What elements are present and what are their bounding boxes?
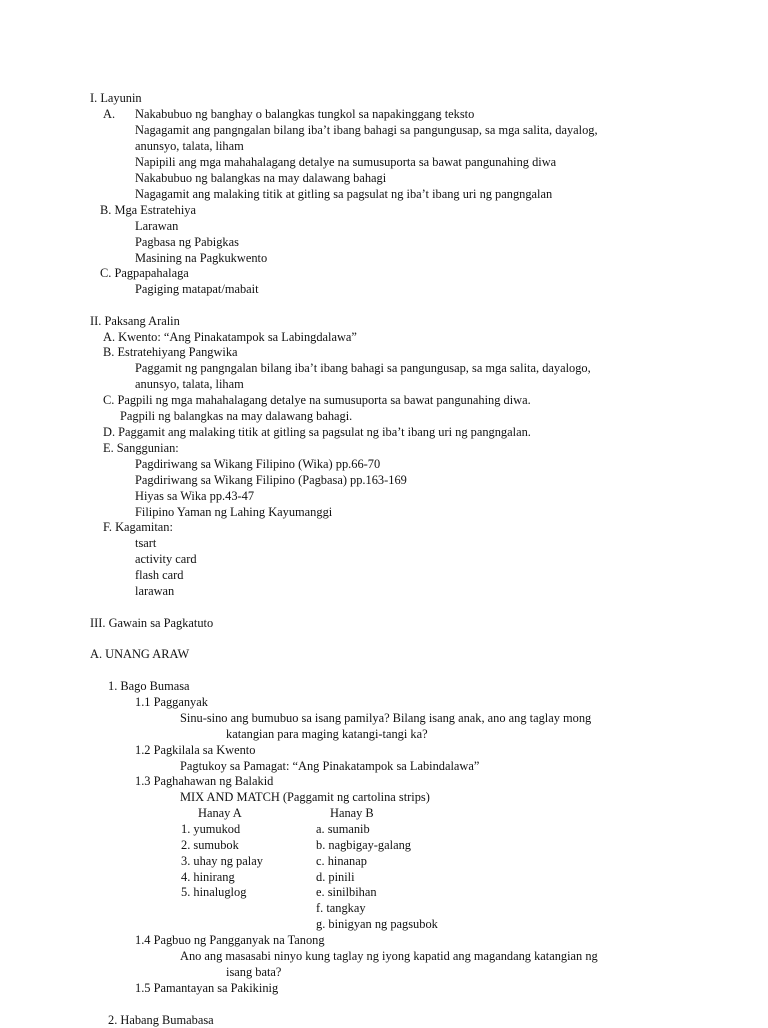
column-a-item: 1. yumukod (181, 822, 241, 836)
material-item: tsart (135, 536, 157, 550)
column-a-item: 3. uhay ng palay (181, 854, 263, 868)
column-a-item: 4. hinirang (181, 870, 235, 884)
column-b-header: Hanay B (330, 806, 374, 820)
language-strategy-item: anunsyo, talata, liham (135, 377, 244, 391)
step-1-3-heading: 1.3 Paghahawan ng Balakid (135, 774, 274, 788)
motive-question-text-cont: isang bata? (226, 965, 282, 979)
column-b-item: e. sinilbihan (316, 885, 377, 899)
title-identification-text: Pagtukoy sa Pamagat: “Ang Pinakatampok sa Labindalawa” (180, 759, 480, 773)
column-a-item: 2. sumubok (181, 838, 239, 852)
objective-item: Nakabubuo ng balangkas na may dalawang bahagi (135, 171, 387, 185)
column-b-item: a. sumanib (316, 822, 370, 836)
column-b-item: g. binigyan ng pagsubok (316, 917, 438, 931)
strategy-item: Larawan (135, 219, 179, 233)
motivation-text: Sinu-sino ang bumubuo sa isang pamilya? Bilang isang anak, ano ang taglay mong (180, 711, 592, 725)
value-item: Pagiging matapat/mabait (135, 282, 259, 296)
values-heading: C. Pagpapahalaga (100, 266, 189, 280)
step-1-4-heading: 1.4 Pagbuo ng Pangganyak na Tanong (135, 933, 325, 947)
material-item: larawan (135, 584, 175, 598)
language-strategy-heading: B. Estratehiyang Pangwika (103, 345, 238, 359)
section-3-heading: III. Gawain sa Pagkatuto (90, 616, 214, 630)
reference-item: Hiyas sa Wika pp.43-47 (135, 489, 255, 503)
strategy-item: Masining na Pagkukwento (135, 251, 268, 265)
step-1-1-heading: 1.1 Pagganyak (135, 695, 208, 709)
section-2-heading: II. Paksang Aralin (90, 314, 180, 328)
topic-c-line: C. Pagpili ng mga mahahalagang detalye na sumusuporta sa bawat pangunahing diwa. (103, 393, 531, 407)
step-1-heading: 1. Bago Bumasa (108, 679, 190, 693)
references-heading: E. Sanggunian: (103, 441, 179, 455)
material-item: flash card (135, 568, 184, 582)
objective-item: anunsyo, talata, liham (135, 139, 244, 153)
column-b-item: c. hinanap (316, 854, 367, 868)
column-a-item: 5. hinaluglog (181, 885, 247, 899)
column-a-header: Hanay A (198, 806, 242, 820)
objective-item: Nagagamit ang pangngalan bilang iba’t ibang bahagi sa pangungusap, sa mga salita, dayalog, (135, 123, 598, 137)
step-1-5-heading: 1.5 Pamantayan sa Pakikinig (135, 981, 279, 995)
strategy-item: Pagbasa ng Pabigkas (135, 235, 239, 249)
material-item: activity card (135, 552, 197, 566)
day-heading: A. UNANG ARAW (90, 647, 190, 661)
step-2-heading: 2. Habang Bumabasa (108, 1013, 214, 1027)
objective-item: Nagagamit ang malaking titik at gitling sa pagsulat ng iba’t ibang uri ng pangngalan (135, 187, 553, 201)
motive-question-text: Ano ang masasabi ninyo kung taglay ng iyong kapatid ang magandang katangian ng (180, 949, 598, 963)
column-b-item: f. tangkay (316, 901, 366, 915)
reference-item: Pagdiriwang sa Wikang Filipino (Pagbasa) pp.163-169 (135, 473, 407, 487)
reference-item: Filipino Yaman ng Lahing Kayumanggi (135, 505, 333, 519)
objective-item: Nakabubuo ng banghay o balangkas tungkol sa napakinggang teksto (135, 107, 475, 121)
topic-c-sub-line: Pagpili ng balangkas na may dalawang bahagi. (120, 409, 353, 423)
story-title-line: A. Kwento: “Ang Pinakatampok sa Labingdalawa” (103, 330, 357, 344)
language-strategy-item: Paggamit ng pangngalan bilang iba’t ibang bahagi sa pangungusap, sa mga salita, dayalogo, (135, 361, 591, 375)
section-1-heading: I. Layunin (90, 91, 142, 105)
topic-d-line: D. Paggamit ang malaking titik at gitling sa pagsulat ng iba’t ibang uri ng pangngalan. (103, 425, 531, 439)
motivation-text-cont: katangian para maging katangi-tangi ka? (226, 727, 428, 741)
section-1-a-label: A. (103, 107, 116, 121)
column-b-item: b. nagbigay-galang (316, 838, 411, 852)
step-1-2-heading: 1.2 Pagkilala sa Kwento (135, 743, 256, 757)
reference-item: Pagdiriwang sa Wikang Filipino (Wika) pp.66-70 (135, 457, 381, 471)
mix-and-match-text: MIX AND MATCH (Paggamit ng cartolina strips) (180, 790, 430, 804)
column-b-item: d. pinili (316, 870, 355, 884)
objective-item: Napipili ang mga mahahalagang detalye na sumusuporta sa bawat pangunahing diwa (135, 155, 557, 169)
materials-heading: F. Kagamitan: (103, 520, 173, 534)
strategies-heading: B. Mga Estratehiya (100, 203, 197, 217)
